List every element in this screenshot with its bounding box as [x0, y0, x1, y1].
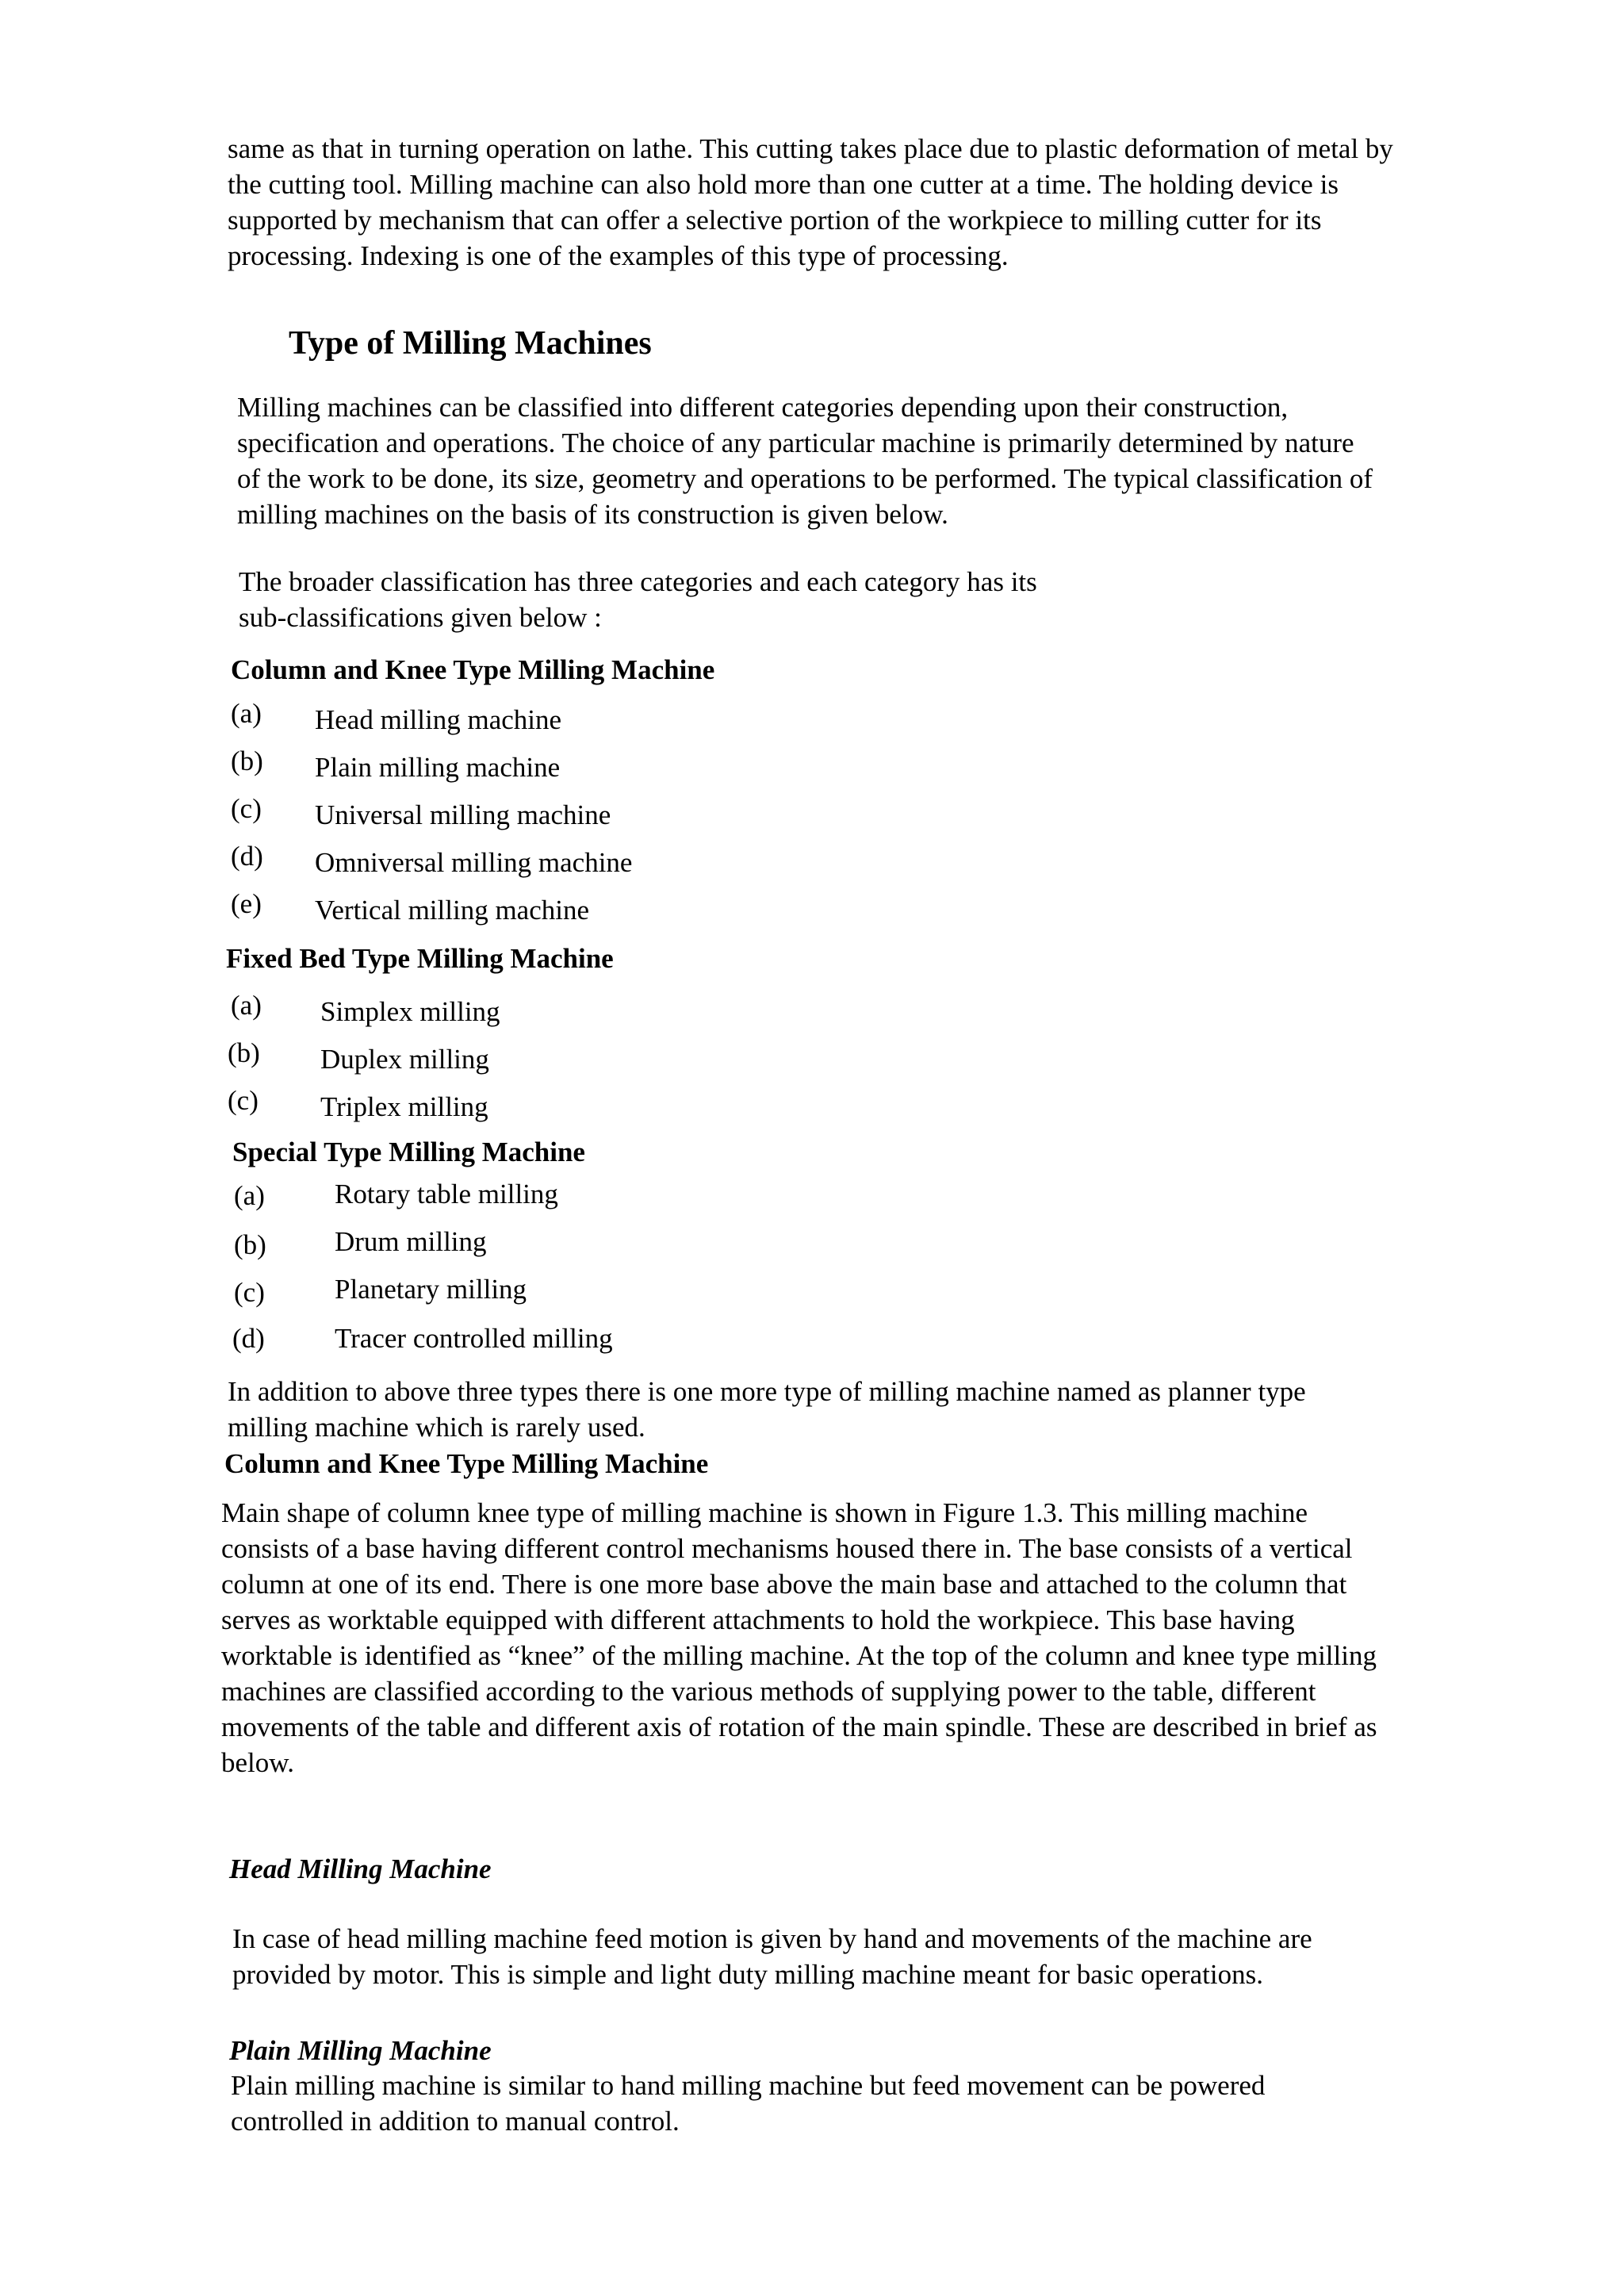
- list-item: Tracer controlled milling: [335, 1323, 613, 1354]
- list-item-label: (b): [231, 746, 263, 776]
- intro-line: processing. Indexing is one of the examples of this type of processing.: [228, 240, 1009, 271]
- plain-milling-paragraph: [231, 2068, 1265, 2139]
- head-milling-line: In case of head milling machine feed motion is given by hand and movements of the machine are: [232, 1923, 1312, 1954]
- list-item: Simplex milling: [320, 996, 500, 1027]
- broader-line: sub-classifications given below :: [239, 602, 602, 633]
- types-line: of the work to be done, its size, geometry and operations to be performed. The typical classification of: [237, 463, 1373, 494]
- list-item: Drum milling: [335, 1226, 487, 1257]
- list-item-label: (c): [234, 1277, 265, 1308]
- list-item: Plain milling machine: [315, 752, 561, 783]
- list-item: Rotary table milling: [335, 1179, 558, 1209]
- list-item: Head milling machine: [315, 704, 562, 735]
- addition-paragraph: [228, 1374, 1306, 1445]
- list-item: Triplex milling: [320, 1091, 488, 1122]
- plain-milling-heading: Plain Milling Machine: [229, 2035, 492, 2066]
- head-milling-paragraph: [232, 1921, 1312, 1992]
- list-item-label: (d): [231, 841, 263, 872]
- plain-milling-line: controlled in addition to manual control.: [231, 2106, 680, 2137]
- broader-paragraph: [239, 564, 1037, 635]
- plain-milling-line: Plain milling machine is similar to hand milling machine but feed movement can be powered: [231, 2070, 1266, 2101]
- list-item: Duplex milling: [320, 1044, 489, 1075]
- types-line: Milling machines can be classified into different categories depending upon their construction,: [237, 392, 1289, 423]
- list-item: Universal milling machine: [315, 799, 611, 830]
- fixed-bed-heading: Fixed Bed Type Milling Machine: [226, 943, 614, 974]
- column-knee-line: consists of a base having different control mechanisms housed there in. The base consists of a vertical: [221, 1533, 1353, 1564]
- column-knee-section-heading: Column and Knee Type Milling Machine: [224, 1448, 709, 1479]
- list-item: Omniversal milling machine: [315, 847, 633, 878]
- column-knee-line: machines are classified according to the various methods of supplying power to the table, different: [221, 1676, 1316, 1707]
- intro-paragraph: [228, 131, 1393, 274]
- types-paragraph: [237, 389, 1373, 532]
- broader-line: The broader classification has three categories and each category has its: [239, 566, 1037, 597]
- list-item-label: (c): [231, 793, 262, 824]
- intro-line: supported by mechanism that can offer a selective portion of the workpiece to milling cutter for its: [228, 205, 1322, 236]
- list-item-label: (b): [234, 1229, 266, 1260]
- column-knee-line: column at one of its end. There is one more base above the main base and attached to the column that: [221, 1569, 1347, 1600]
- column-knee-line: Main shape of column knee type of milling machine is shown in Figure 1.3. This milling machine: [221, 1497, 1308, 1528]
- list-item-label: (b): [228, 1037, 260, 1068]
- list-item-label: (a): [231, 698, 262, 729]
- types-line: milling machines on the basis of its construction is given below.: [237, 499, 948, 530]
- types-line: specification and operations. The choice of any particular machine is primarily determined by nature: [237, 427, 1354, 458]
- column-knee-line: serves as worktable equipped with different attachments to hold the workpiece. This base having: [221, 1604, 1295, 1635]
- list-item-label: (c): [228, 1085, 259, 1116]
- list-item: Planetary milling: [335, 1274, 527, 1305]
- list-item: Vertical milling machine: [315, 895, 590, 926]
- list-item-label: (a): [234, 1180, 265, 1211]
- column-knee-line: below.: [221, 1747, 295, 1778]
- intro-line: the cutting tool. Milling machine can also hold more than one cutter at a time. The holding device is: [228, 169, 1339, 200]
- column-knee-line: worktable is identified as “knee” of the milling machine. At the top of the column and knee type milling: [221, 1640, 1377, 1671]
- list-item-label: (d): [232, 1323, 265, 1354]
- column-knee-section-paragraph: [221, 1495, 1377, 1780]
- column-knee-line: movements of the table and different axis of rotation of the main spindle. These are described in brief as: [221, 1711, 1377, 1742]
- list-item-label: (a): [231, 990, 262, 1021]
- head-milling-heading: Head Milling Machine: [229, 1853, 492, 1884]
- addition-line: milling machine which is rarely used.: [228, 1412, 645, 1443]
- list-item-label: (e): [231, 888, 262, 919]
- addition-line: In addition to above three types there is one more type of milling machine named as planner type: [228, 1376, 1306, 1407]
- head-milling-line: provided by motor. This is simple and light duty milling machine meant for basic operations.: [232, 1959, 1263, 1990]
- section-heading-types: Type of Milling Machines: [289, 325, 652, 362]
- intro-line: same as that in turning operation on lathe. This cutting takes place due to plastic deformation of metal by: [228, 133, 1393, 164]
- special-heading: Special Type Milling Machine: [232, 1137, 585, 1167]
- column-knee-heading: Column and Knee Type Milling Machine: [231, 654, 715, 685]
